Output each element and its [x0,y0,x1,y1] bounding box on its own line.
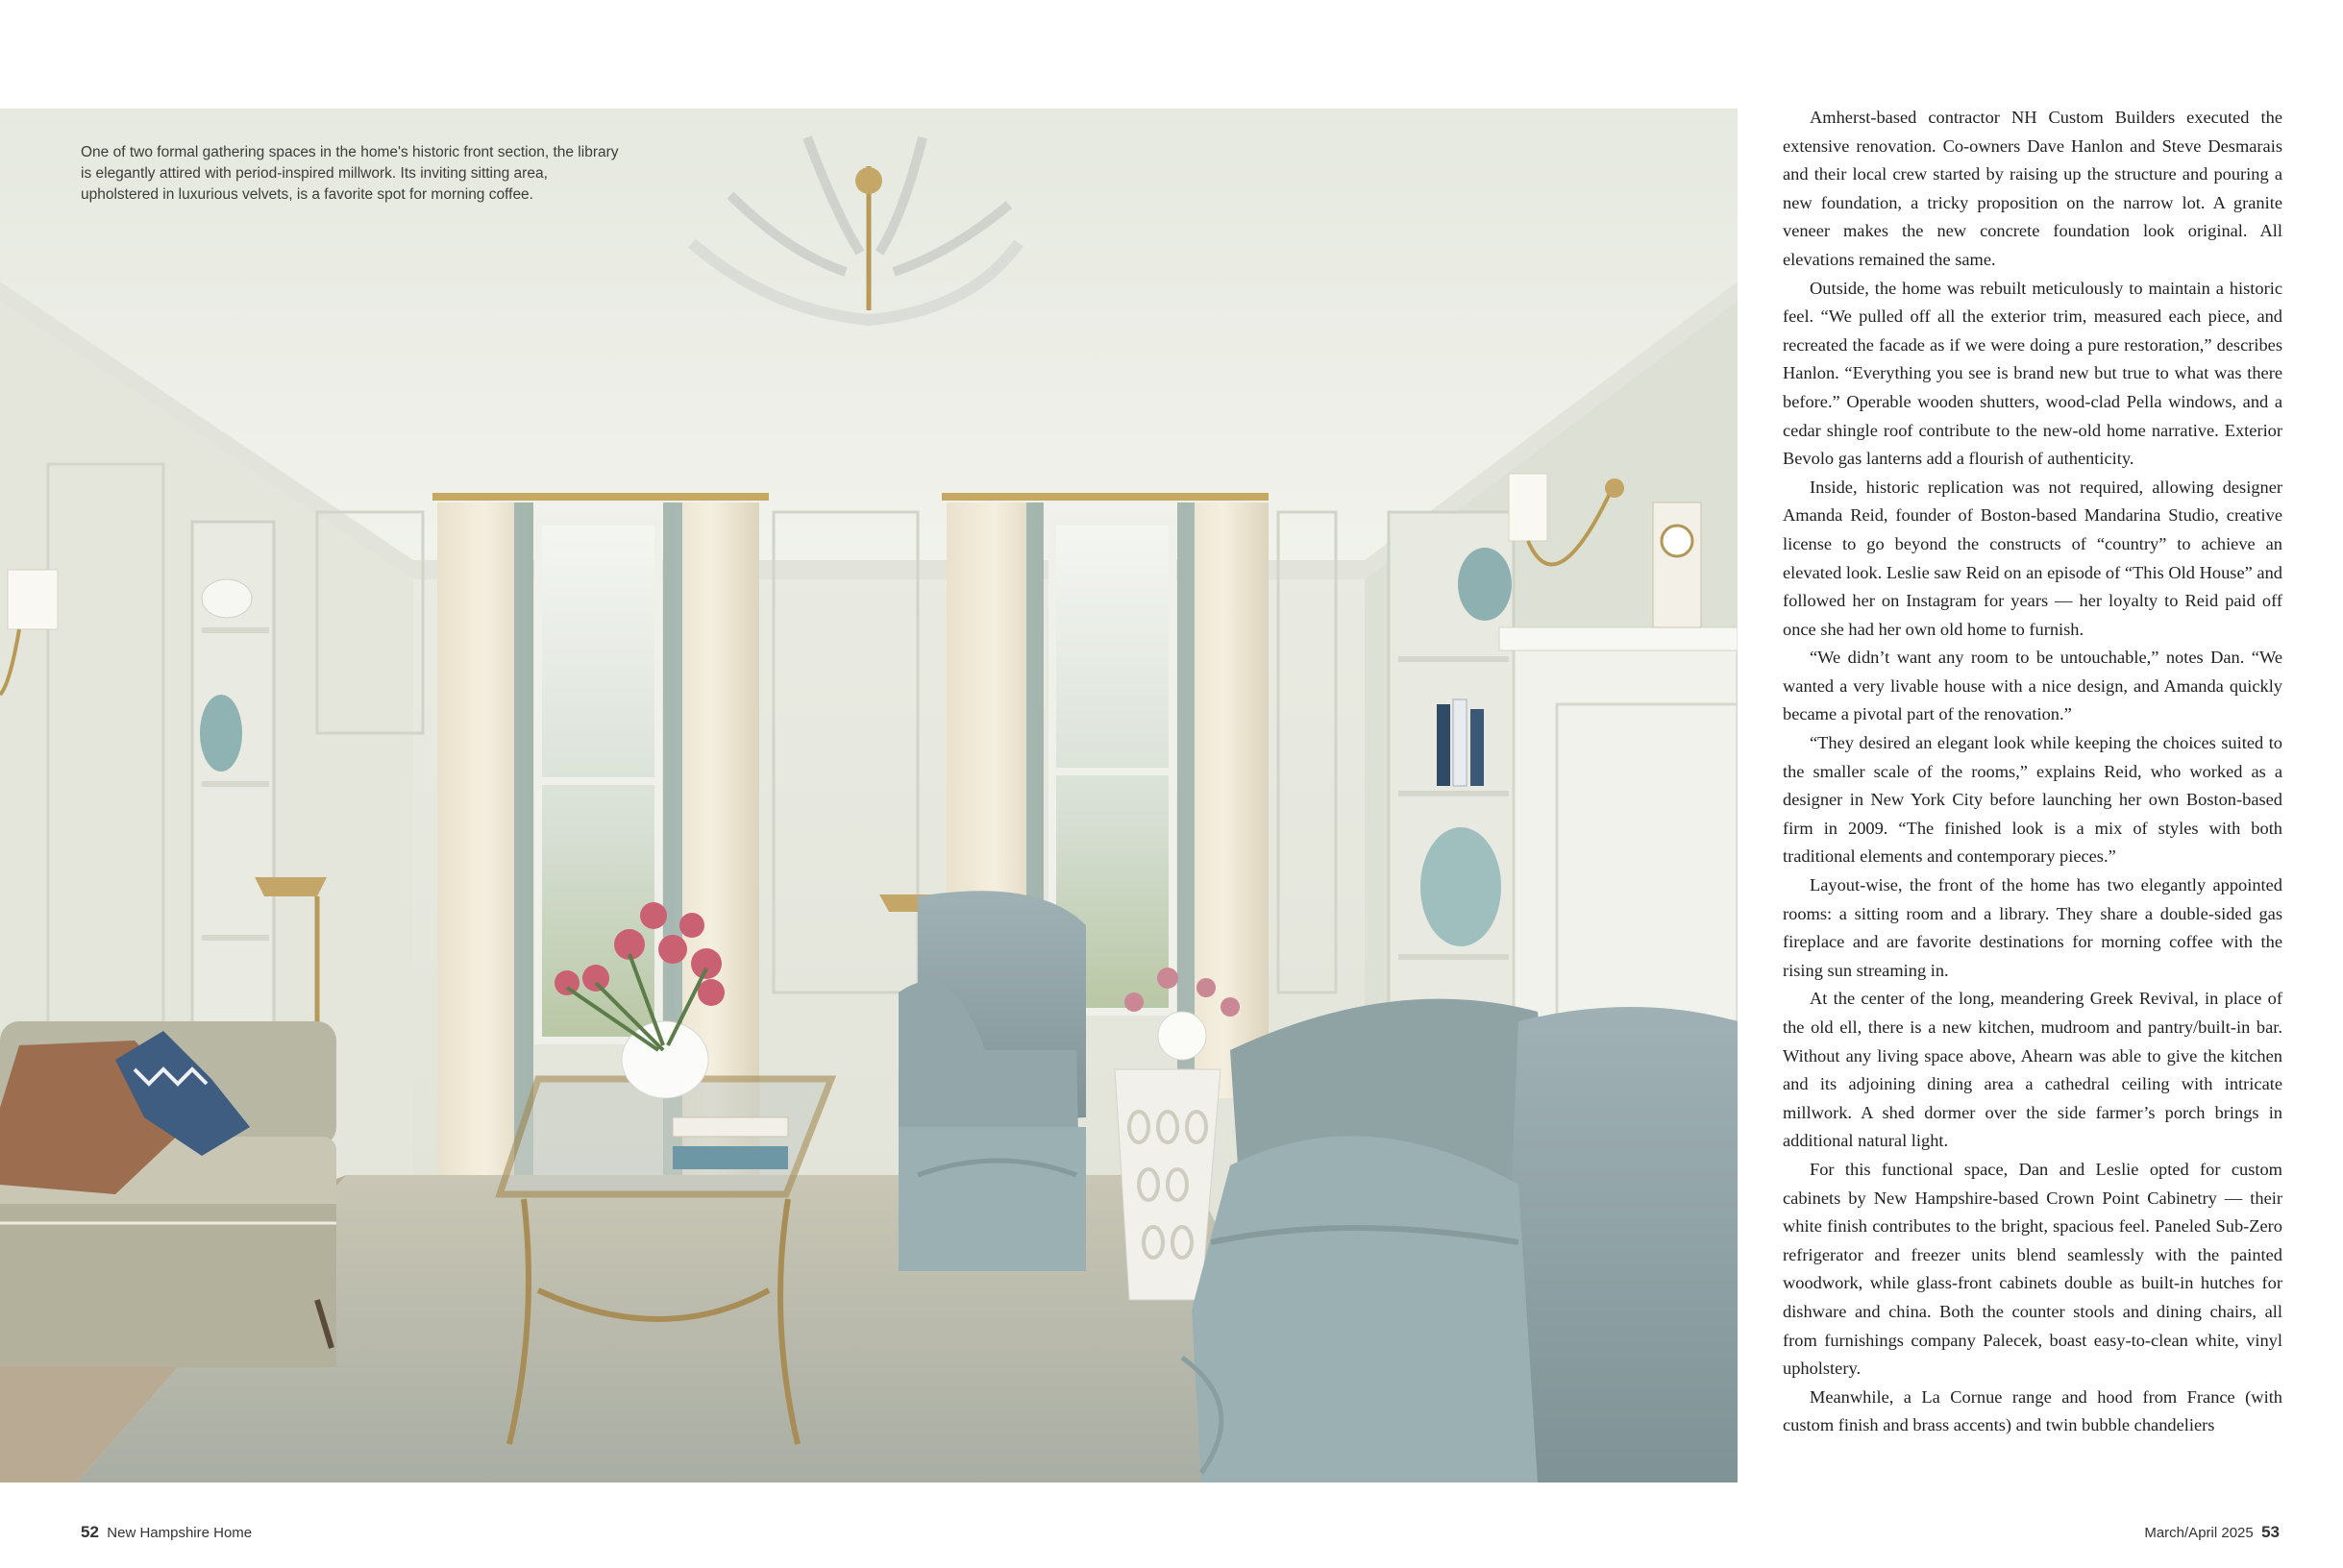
article-paragraph: Outside, the home was rebuilt meticulously to maintain a historic feel. “We pulled off all the exterior trim, measured each piece, and recreated the facade as if we were doing a pure restoration,” describes Hanlon. “Everything you see is brand new but true to what was there before.” Operable wooden shutters, wood-clad Pella windows, and a cedar shingle roof contribute to the new-old home narrative. Exterior Bevolo gas lanterns add a flourish of authenticity. [1783,278,2282,469]
article-paragraph: Meanwhile, a La Cornue range and hood from France (with custom finish and brass accents) and twin bubble chandeliers [1783,1386,2282,1435]
folio-left [81,1523,252,1542]
article-paragraph: Layout-wise, the front of the home has two elegantly appointed rooms: a sitting room and a library. They share a double-sided gas fireplace and are favorite destinations for morning coffee with the rising sun streaming in. [1783,875,2282,980]
article-paragraph: “They desired an elegant look while keeping the choices suited to the smaller scale of the rooms,” explains Reid, who worked as a designer in New York City before launching her own Boston-based firm in 2009. “The finished look is a mix of styles with both traditional elements and contemporary pieces.” [1783,733,2282,867]
page-number-right: 53 [2261,1523,2280,1541]
folio-right [2144,1523,2280,1542]
magazine-title: New Hampshire Home [107,1525,253,1541]
article-paragraph: For this functional space, Dan and Leslie opted for custom cabinets by New Hampshire-based Crown Point Cabinetry — their white finish contributes to the bright, spacious feel. Paneled Sub-Zero refrigerator and freezer units blend seamlessly with the painted woodwork, while glass-front cabinets double as built-in hutches for dishware and china. Both the counter stools and dining chairs, all from furnishings company Palecek, boast easy-to-clean white, vinyl upholstery. [1783,1159,2282,1379]
article-paragraph: Amherst-based contractor NH Custom Builders executed the extensive renovation. Co-owners Dave Hanlon and Steve Desmarais and their local crew started by raising up the structure and pouring a new foundation, a tricky proposition on the narrow lot. A granite veneer makes the new concrete foundation look original. All elevations remained the same. [1783,108,2282,269]
article-body [1783,104,2282,1440]
page-number-left: 52 [81,1523,99,1541]
library-photo [0,109,1738,1482]
article-paragraph: Inside, historic replication was not required, allowing designer Amanda Reid, founder of Boston-based Mandarina Studio, creative license to go beyond the constructs of “country” to achieve an elevated look. Leslie saw Reid on an episode of “This Old House” and followed her on Instagram for years — her loyalty to Reid paid off once she had her own old home to furnish. [1783,477,2282,639]
issue-date: March/April 2025 [2144,1525,2254,1541]
article-paragraph: At the center of the long, meandering Greek Revival, in place of the old ell, there is a new kitchen, mudroom and pantry/built-in bar. Without any living space above, Ahearn was able to give the kitchen and its adjoining dining area a cathedral ceiling with intricate millwork. A shed dormer over the side farmer’s porch brings in additional natural light. [1783,989,2282,1151]
article-paragraph: “We didn’t want any room to be untouchable,” notes Dan. “We wanted a very livable house with a nice design, and Amanda quickly became a pivotal part of the renovation.” [1783,648,2282,724]
photo-caption: One of two formal gathering spaces in the home's historic front section, the library is elegantly attired with period-inspired millwork. Its inviting sitting area, upholstered in luxurious velvets, is a favorite spot for morning coffee. [81,144,619,203]
